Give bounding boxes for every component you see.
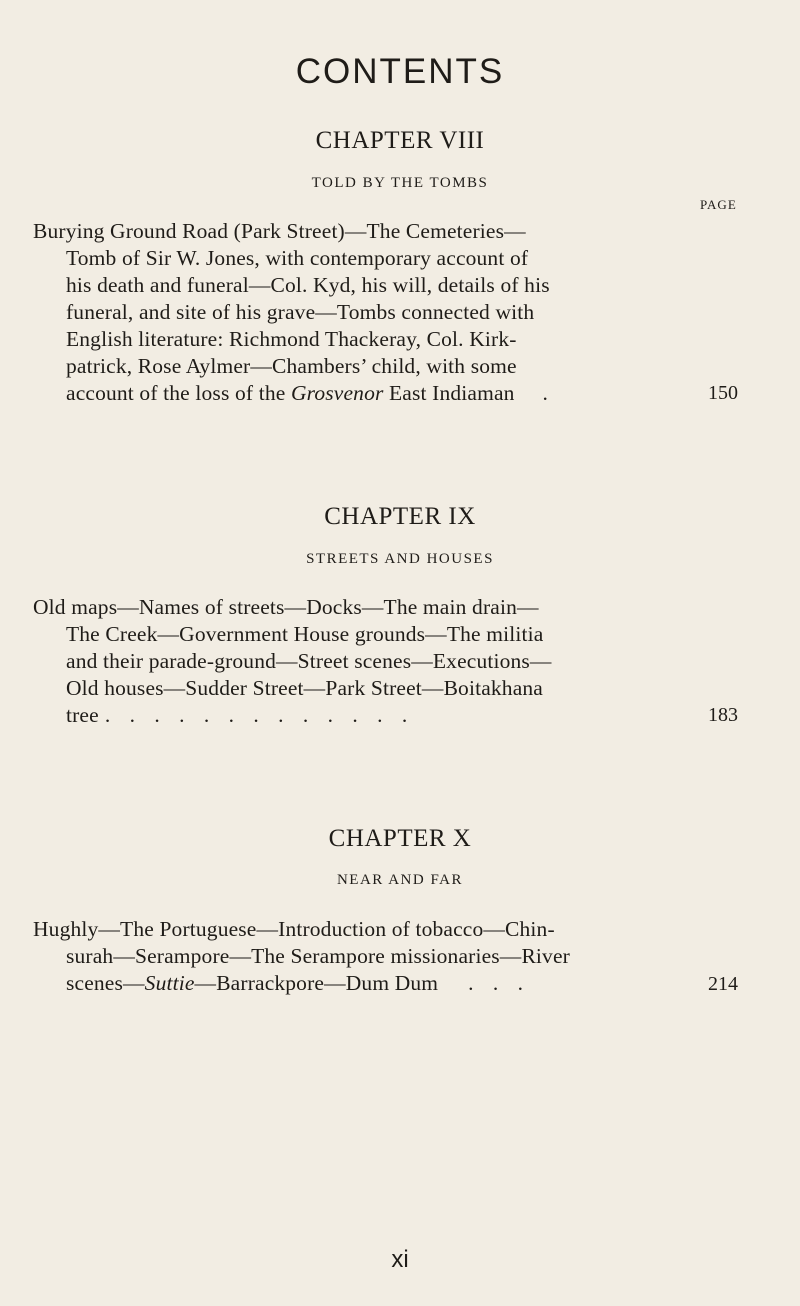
summary-text: scenes— <box>66 971 145 995</box>
page-folio: xi <box>391 1246 409 1273</box>
dot-leader: . . . <box>468 971 524 995</box>
chapter-10-summary <box>33 916 705 997</box>
contents-heading: CONTENTS <box>295 52 505 91</box>
summary-line: his death and funeral—Col. Kyd, his will, details of his <box>66 273 550 297</box>
chapter-9-title: CHAPTER IX <box>324 503 476 530</box>
summary-line: English literature: Richmond Thackeray, Col. Kirk- <box>66 327 517 351</box>
summary-text: tree <box>66 703 99 727</box>
summary-last-line <box>33 702 705 729</box>
summary-line: funeral, and site of his grave—Tombs connected with <box>66 300 535 324</box>
summary-last-line <box>33 380 705 407</box>
chapter-8-title: CHAPTER VIII <box>315 127 485 154</box>
chapter-8-subtitle: TOLD BY THE TOMBS <box>311 175 489 191</box>
summary-text: account of the loss of the <box>66 381 291 405</box>
summary-line: Burying Ground Road (Park Street)—The Cemeteries— <box>33 219 526 243</box>
summary-last-line <box>33 970 705 997</box>
dot-leader: . <box>542 381 548 405</box>
page-column-label: PAGE <box>700 197 737 212</box>
summary-line: Old houses—Sudder Street—Park Street—Boitakhana <box>66 676 543 700</box>
summary-line: The Creek—Government House grounds—The militia <box>66 622 544 646</box>
chapter-8-page-number: 150 <box>708 382 738 404</box>
practice-name: Suttie <box>144 971 195 995</box>
summary-line: surah—Serampore—The Serampore missionaries—River <box>66 944 570 968</box>
chapter-10-subtitle: NEAR AND FAR <box>336 872 464 888</box>
summary-line: and their parade-ground—Street scenes—Executions— <box>66 649 552 673</box>
chapter-10-page-number: 214 <box>708 973 738 995</box>
chapter-9-subtitle: STREETS AND HOUSES <box>306 551 494 567</box>
chapter-8-summary <box>33 218 705 407</box>
chapter-9-summary <box>33 594 705 729</box>
summary-line: Tomb of Sir W. Jones, with contemporary account of <box>66 246 529 270</box>
chapter-9-page-number: 183 <box>708 704 738 726</box>
chapter-10-title: CHAPTER X <box>328 825 472 852</box>
summary-line: Hughly—The Portuguese—Introduction of tobacco—Chin- <box>33 917 555 941</box>
summary-line: patrick, Rose Aylmer—Chambers’ child, with some <box>66 354 517 378</box>
ship-name: Grosvenor <box>290 381 384 405</box>
summary-text: —Barrackpore—Dum Dum <box>194 971 439 995</box>
dot-leader: . . . . . . . . . . . . . <box>104 703 408 727</box>
summary-text: East Indiaman <box>383 381 515 405</box>
summary-line: Old maps—Names of streets—Docks—The main drain— <box>33 595 539 619</box>
